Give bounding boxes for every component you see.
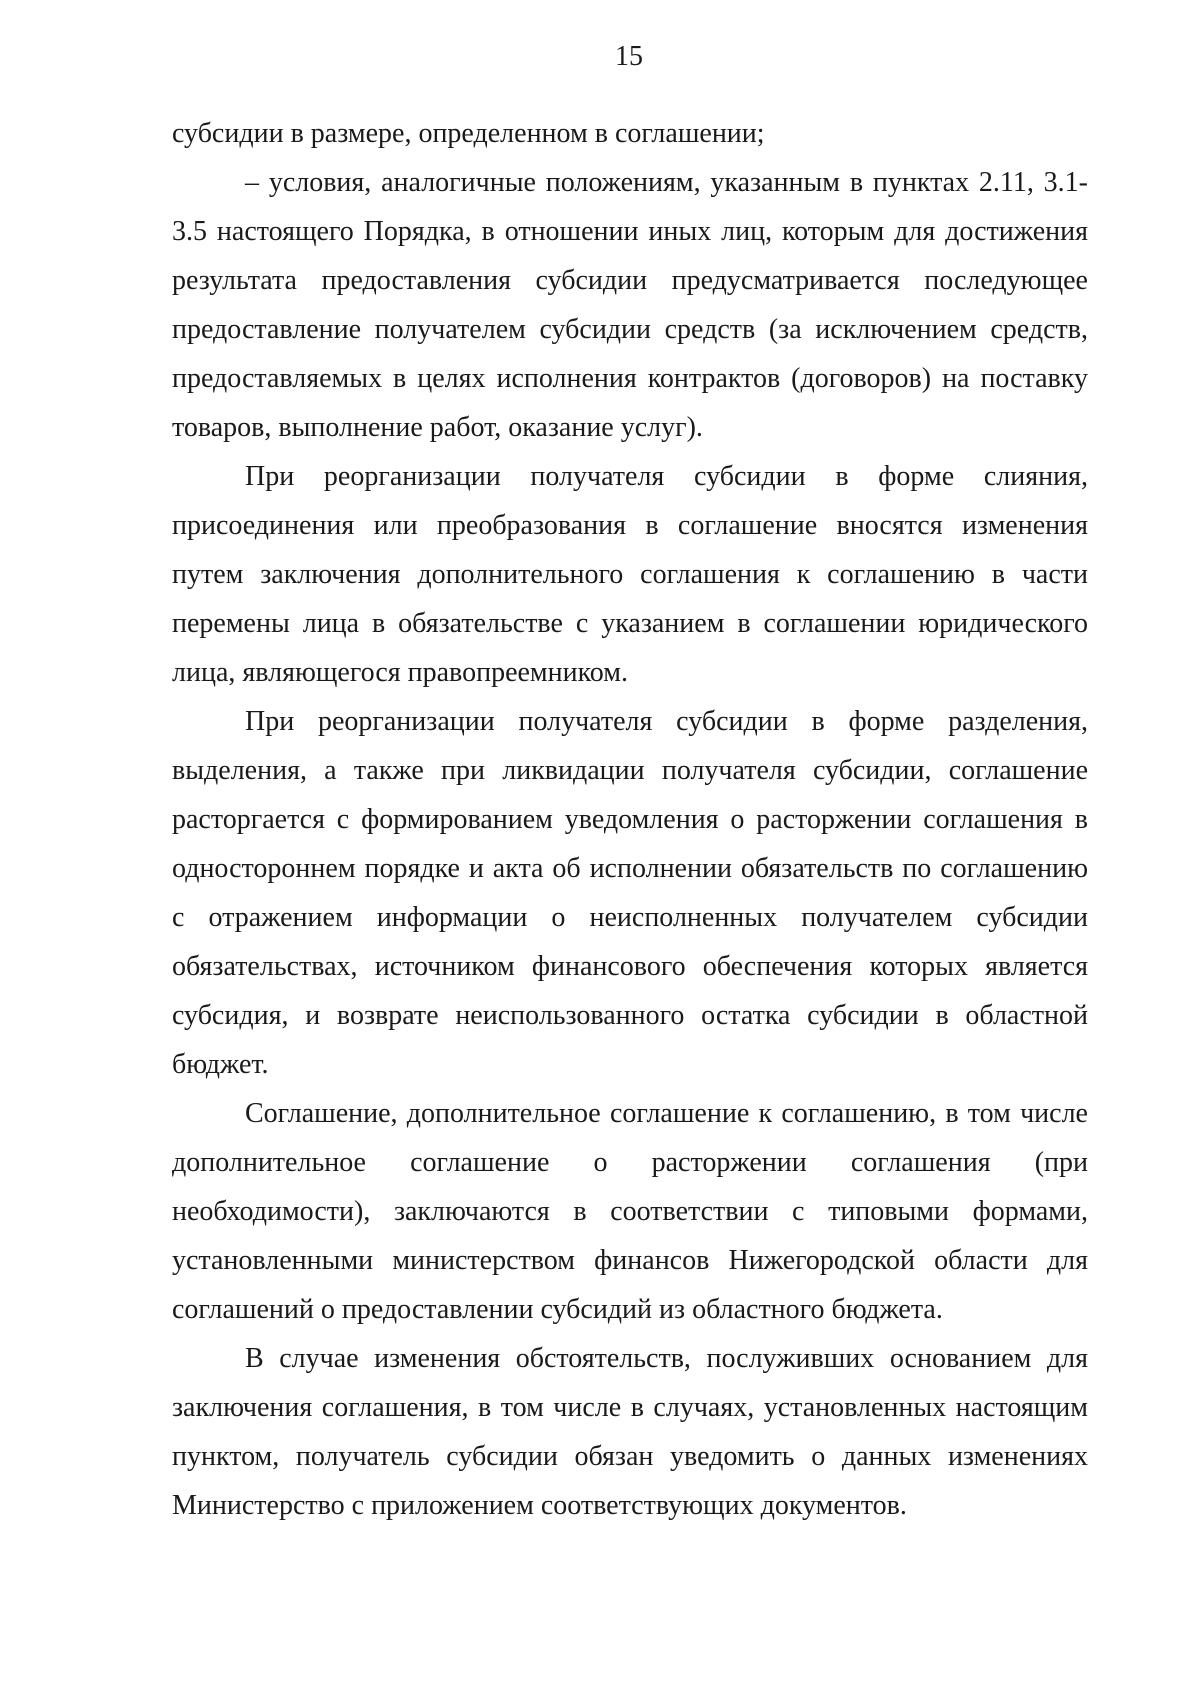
document-body bbox=[172, 109, 1088, 1530]
page-number: 15 bbox=[615, 41, 643, 72]
paragraph-conditions: – условия, аналогичные положениям, указанным в пунктах 2.11, 3.1-3.5 настоящего Порядка, в отношении иных лиц, которым для достижения результата предоставления субсидии предусматривается последующее предоставление получателем субсидии средств (за исключением средств, предоставляемых в целях исполнения контрактов (договоров) на поставку товаров, выполнение работ, оказание услуг). bbox=[172, 167, 1088, 443]
paragraph-continuation: субсидии в размере, определенном в соглашении; bbox=[172, 118, 765, 149]
paragraph-change-notification: В случае изменения обстоятельств, послуживших основанием для заключения соглашения, в том числе в случаях, установленных настоящим пунктом, получатель субсидии обязан уведомить о данных изменениях Министерство с приложением соответствующих документов. bbox=[172, 1343, 1088, 1521]
paragraph-agreement-forms: Соглашение, дополнительное соглашение к соглашению, в том числе дополнительное соглашение о расторжении соглашения (при необходимости), заключаются в соответствии с типовыми формами, установленными министерством финансов Нижегородской области для соглашений о предоставлении субсидий из областного бюджета. bbox=[172, 1098, 1088, 1325]
paragraph-reorganization-division: При реорганизации получателя субсидии в форме разделения, выделения, а также при ликвидации получателя субсидии, соглашение расторгается с формированием уведомления о расторжении соглашения в одностороннем порядке и акта об исполнении обязательств по соглашению с отражением информации о неисполненных получателем субсидии обязательствах, источником финансового обеспечения которых является субсидия, и возврате неиспользованного остатка субсидии в областной бюджет. bbox=[172, 706, 1088, 1080]
paragraph-reorganization-merger: При реорганизации получателя субсидии в форме слияния, присоединения или преобразования в соглашение вносятся изменения путем заключения дополнительного соглашения к соглашению в части перемены лица в обязательстве с указанием в соглашении юридического лица, являющегося правопреемником. bbox=[172, 461, 1088, 688]
